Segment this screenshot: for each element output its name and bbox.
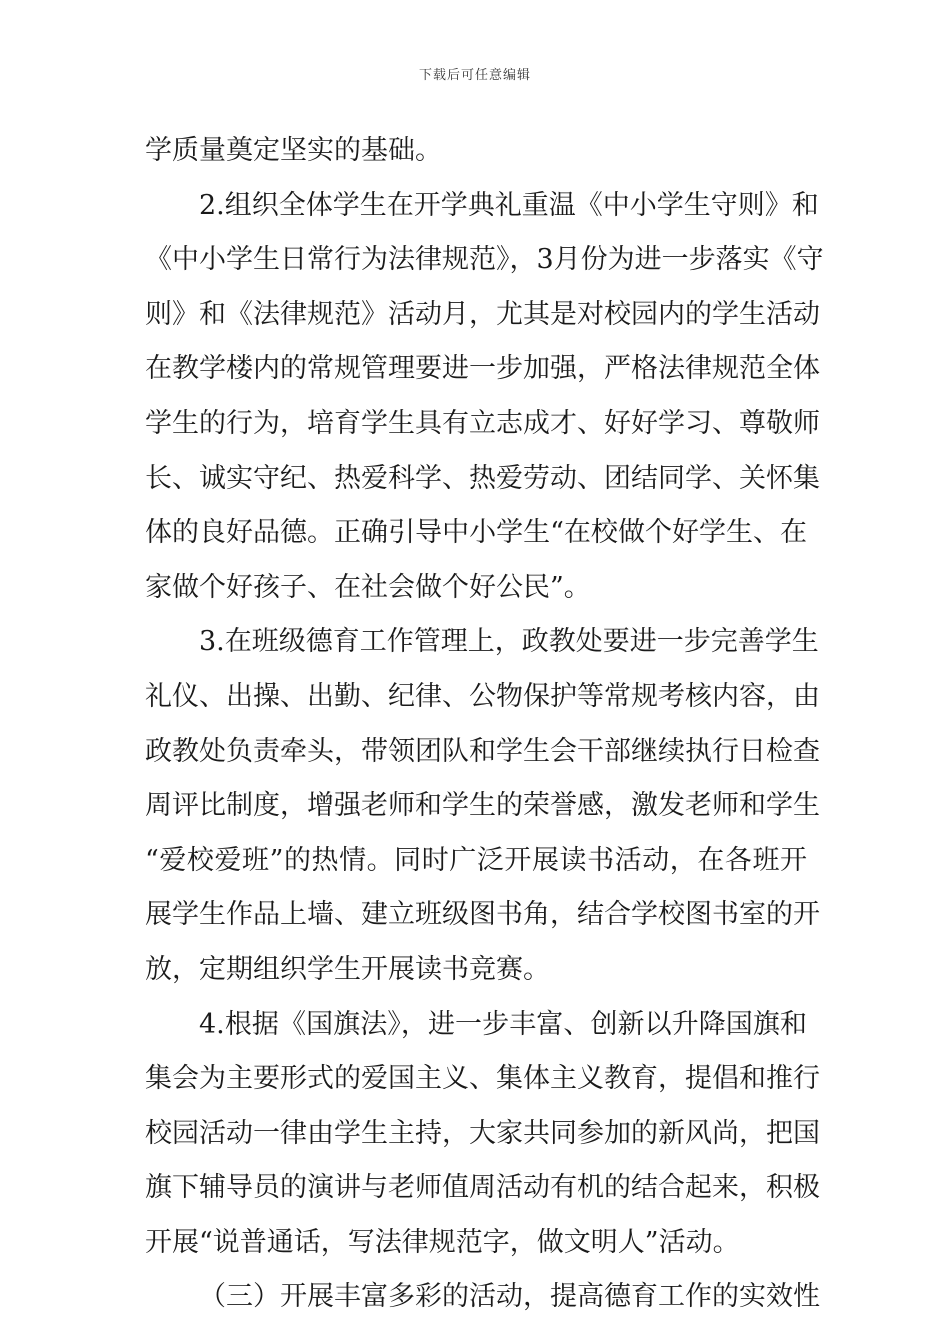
paragraph-line: 学质量奠定坚实的基础。: [145, 135, 442, 166]
paragraph-line: 3.在班级德育工作管理上，政教处要进一步完善学生: [199, 626, 819, 658]
paragraph-line: 放，定期组织学生开展读书竞赛。: [145, 953, 550, 985]
paragraph-line: 家做个好孩子、在社会做个好公民”。: [145, 571, 591, 603]
paragraph-line: 则》和《法律规范》活动月，尤其是对校园内的学生活动: [145, 298, 820, 330]
section-heading: （三）开展丰富多彩的活动，提高德育工作的实效性: [199, 1281, 820, 1313]
paragraph-line: 《中小学生日常行为法律规范》，3月份为进一步落实《守: [145, 244, 824, 276]
body-text: [145, 124, 824, 1325]
paragraph-line: 政教处负责牵头，带领团队和学生会干部继续执行日检查: [145, 735, 820, 767]
paragraph-line: 在教学楼内的常规管理要进一步加强，严格法律规范全体: [145, 353, 820, 385]
paragraph-line: 集会为主要形式的爱国主义、集体主义教育，提倡和推行: [145, 1063, 820, 1095]
page-header-note: 下载后可任意编辑: [418, 68, 531, 83]
paragraph-line: 学生的行为，培育学生具有立志成才、好好学习、尊敬师: [145, 407, 820, 439]
paragraph-line: 旗下辅导员的演讲与老师值周活动有机的结合起来，积极: [145, 1172, 820, 1204]
paragraph-line: “爱校爱班”的热情。同时广泛开展读书活动，在各班开: [145, 844, 807, 876]
paragraph-line: 体的良好品德。正确引导中小学生“在校做个好学生、在: [145, 517, 807, 549]
paragraph-line: 开展“说普通话，写法律规范字，做文明人”活动。: [145, 1226, 740, 1258]
paragraph-line: 礼仪、出操、出勤、纪律、公物保护等常规考核内容，由: [145, 680, 820, 712]
paragraph-line: 2.组织全体学生在开学典礼重温《中小学生守则》和: [199, 189, 819, 221]
paragraph-line: 周评比制度，增强老师和学生的荣誉感，激发老师和学生: [145, 790, 820, 822]
paragraph-line: 校园活动一律由学生主持，大家共同参加的新风尚，把国: [145, 1117, 820, 1149]
paragraph-line: 展学生作品上墙、建立班级图书角，结合学校图书室的开: [145, 899, 820, 931]
paragraph-line: 长、诚实守纪、热爱科学、热爱劳动、团结同学、关怀集: [145, 462, 820, 494]
paragraph-line: 4.根据《国旗法》，进一步丰富、创新以升降国旗和: [199, 1008, 807, 1040]
